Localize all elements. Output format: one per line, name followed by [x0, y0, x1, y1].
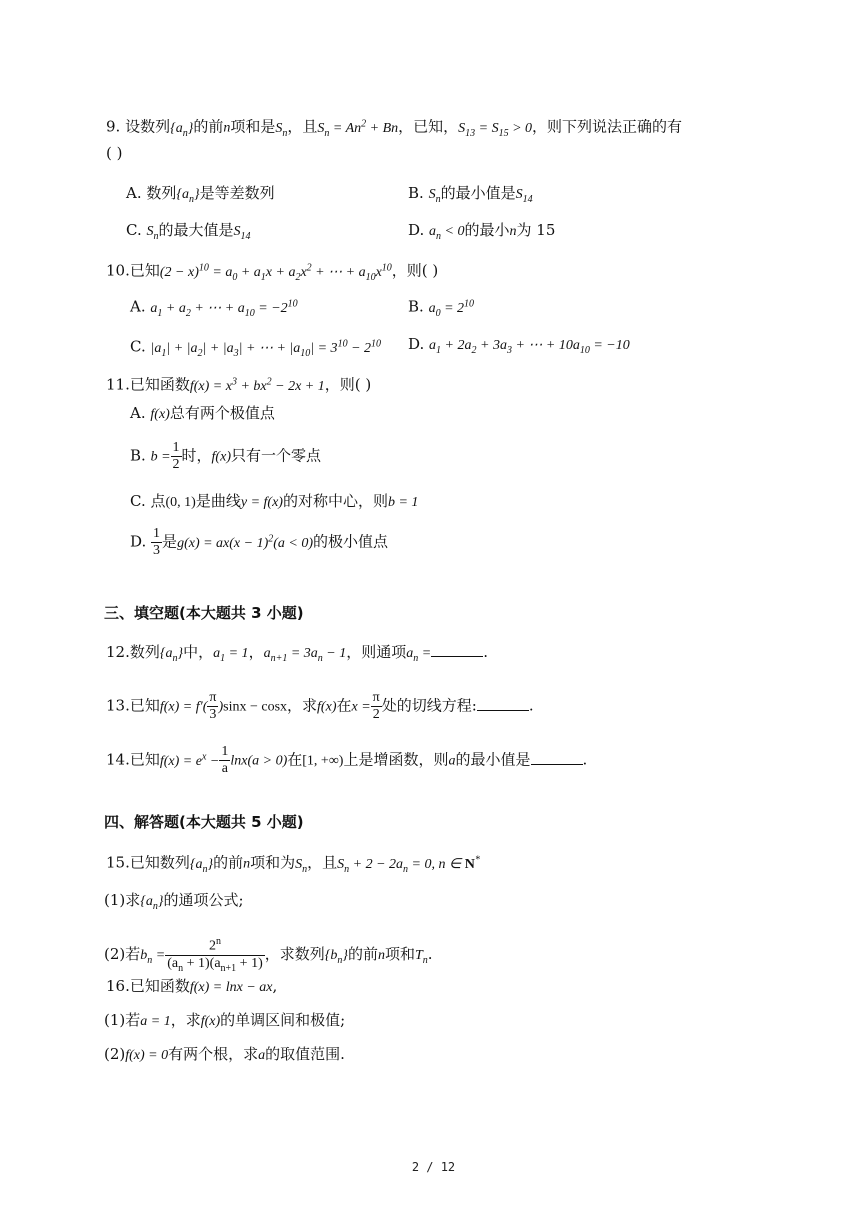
- q9-option-b: B. $S_n$的最小值是$S_{14}$: [408, 184, 533, 205]
- q13-stem: 13.已知f(x) = f′( $\frac{\pi}{3}$ )sinx − cosx，求f(x)在x = $\frac{\pi}{2}$ 处的切线方程: .: [106, 690, 534, 722]
- q16-part1: (1)若a = 1，求f(x)的单调区间和极值;: [104, 1011, 346, 1029]
- page-number: 2 / 12: [411, 1160, 456, 1174]
- q9-option-c: C. $S_n$的最大值是$S_{14}$: [126, 221, 251, 242]
- q10-option-d: D. $a_1 + 2a_2 + 3a_3$ + ⋯ + $10a_{10} = -10$: [408, 335, 630, 356]
- q11-option-c: C. 点(0, 1)是曲线y = f(x)的对称中心，则b = 1: [130, 492, 419, 510]
- q9-option-d: D. $a_n < 0$的最小n为 15: [408, 221, 556, 242]
- q9-paren: ( ): [106, 144, 123, 162]
- q14-answer-blank: [531, 750, 583, 765]
- q12-number: 12.: [106, 643, 130, 661]
- q10-stem: 10.已知$(2 - x)^{10} = a_0 + a_1x + a_2x^2$ + ⋯ + $a_{10}x^{10}$，则( ): [106, 261, 439, 283]
- q13-answer-blank: [477, 696, 529, 711]
- q10-option-a: A. $a_1 + a_2$ + ⋯ + $a_{10} = -2^{10}$: [130, 297, 298, 319]
- q9-option-a: A. 数列$\{a_n\}$是等差数列: [126, 184, 275, 205]
- q14-stem: 14.已知$f(x) = e^x$ − $\frac{1}{a}$ lnx(a > 0)在[1, +∞)上是增函数，则a的最小值是 .: [106, 744, 588, 776]
- q10-number: 10.: [106, 261, 130, 280]
- q15-part2: (2)若$b_n$ = $\frac{2^n}{(a_n + 1)(a_{n+1} + 1)}$ ，求数列$\{b_n\}$的前n项和$T_n$.: [104, 936, 433, 974]
- q10-option-b: B. $a_0 = 2^{10}$: [408, 297, 475, 319]
- q14-number: 14.: [106, 750, 130, 769]
- q10-option-c: C. $|a_1| + |a_2| + |a_3|$ + ⋯ + $|a_{10}| = 3^{10} - 2^{10}$: [130, 337, 382, 359]
- q12-stem: 12.数列$\{a_n\}$中，$a_1 = 1$，$a_{n+1} = 3a_n - 1$，则通项$a_n$ = .: [106, 643, 488, 664]
- q11-number: 11.: [106, 375, 130, 394]
- q11-stem: 11.已知函数$f(x) = x^3 + bx^2 - 2x + 1$，则( ): [106, 375, 372, 394]
- q15-number: 15.: [106, 853, 130, 872]
- q11-option-d: D. $\frac{1}{3}$ 是$g(x) = ax(x - 1)^2(a < 0)$的极小值点: [130, 526, 389, 558]
- q16-part2: (2)f(x) = 0有两个根，求a的取值范围.: [104, 1045, 345, 1063]
- q11-option-b: B. b = $\frac{1}{2}$ 时，f(x)只有一个零点: [130, 440, 321, 472]
- q9-number: 9.: [106, 117, 121, 136]
- section-fill-blank-heading: 三、填空题(本大题共 3 小题): [104, 604, 304, 622]
- section-solution-heading: 四、解答题(本大题共 5 小题): [104, 813, 304, 831]
- q15-stem: 15.已知数列$\{a_n\}$的前n项和为$S_n$，且$S_n + 2 - 2a_n = 0$, n ∈ N*: [106, 853, 480, 875]
- q15-part1: (1)求$\{a_n\}$的通项公式;: [104, 891, 244, 912]
- q13-number: 13.: [106, 696, 130, 715]
- q12-answer-blank: [431, 642, 483, 657]
- q16-number: 16.: [106, 977, 130, 995]
- q9-stem: 9. 设数列$\{a_n\}$的前n项和是$S_n$，且$S_n = An^2 + Bn$，已知，$S_{13} = S_{15} > 0$，则下列说法正确的有: [106, 117, 683, 139]
- q16-stem: 16.已知函数f(x) = lnx − ax,: [106, 977, 278, 995]
- q11-option-a: A. f(x)总有两个极值点: [130, 404, 275, 422]
